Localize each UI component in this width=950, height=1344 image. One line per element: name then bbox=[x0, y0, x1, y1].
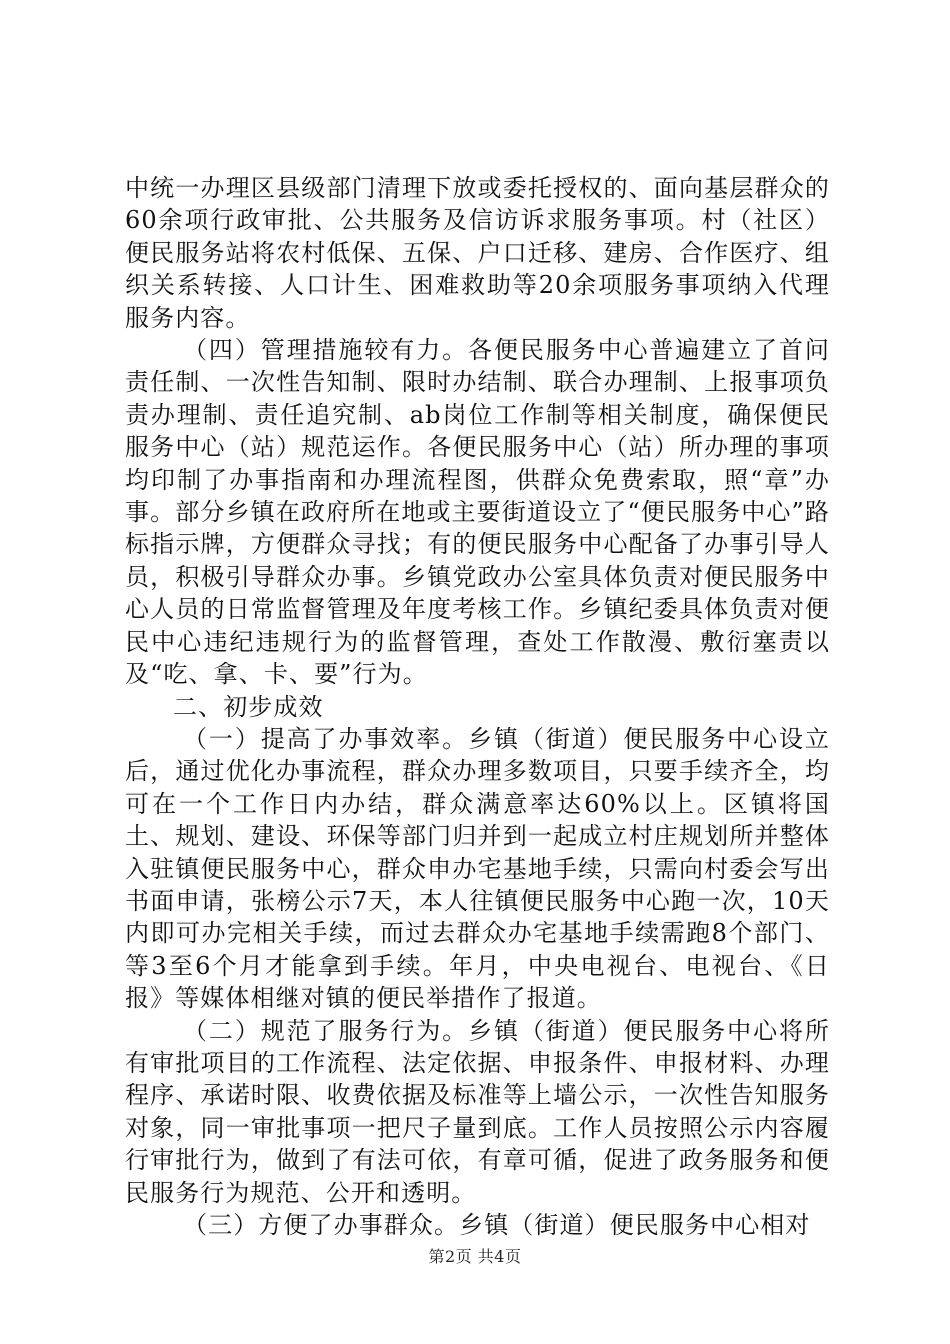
page-number-footer: 第2页 共4页 bbox=[428, 1247, 522, 1266]
paragraph-continuation: 中统一办理区县级部门清理下放或委托授权的、面向基层群众的60余项行政审批、公共服务及信访诉求服务事项。村（社区）便民服务站将农村低保、五保、户口迁移、建房、合作医疗、组织关系转接、人口计生、困难救助等20余项服务事项纳入代理服务内容。 bbox=[125, 174, 830, 332]
section-heading-initial-results: 二、初步成效 bbox=[173, 692, 324, 721]
paragraph-service-behavior: （二）规范了服务行为。乡镇（街道）便民服务中心将所有审批项目的工作流程、法定依据、申报条件、申报材料、办理程序、承诺时限、收费依据及标准等上墙公示，一次性告知服务对象，同一审批事项一把尺子量到底。工作人员按照公示内容履行审批行为，做到了有法可依，有章可循，促进了政务服务和便民服务行为规范、公开和透明。 bbox=[125, 1016, 830, 1207]
document-body bbox=[125, 172, 830, 1241]
paragraph-management-measures: （四）管理措施较有力。各便民服务中心普遍建立了首问责任制、一次性告知制、限时办结制、联合办理制、上报事项负责办理制、责任追究制、ab岗位工作制等相关制度，确保便民服务中心（站）规范运作。各便民服务中心（站）所办理的事项均印制了办事指南和办理流程图，供群众免费索取，照“章”办事。部分乡镇在政府所在地或主要街道设立了“便民服务中心”路标指示牌，方便群众寻找；有的便民服务中心配备了办事引导人员，积极引导群众办事。乡镇党政办公室具体负责对便民服务中心人员的日常监督管理及年度考核工作。乡镇纪委具体负责对便民中心违纪违规行为的监督管理，查处工作散漫、敷衍塞责以及“吃、拿、卡、要”行为。 bbox=[125, 336, 830, 689]
paragraph-efficiency: （一）提高了办事效率。乡镇（街道）便民服务中心设立后，通过优化办事流程，群众办理多数项目，只要手续齐全，均可在一个工作日内办结，群众满意率达60%以上。区镇将国土、规划、建设、环保等部门归并到一起成立村庄规划所并整体入驻镇便民服务中心，群众申办宅基地手续，只需向村委会写出书面申请，张榜公示7天，本人往镇便民服务中心跑一次，10天内即可办完相关手续，而过去群众办宅基地手续需跑8个部门、等3至6个月才能拿到手续。年月，中央电视台、电视台、《日报》等媒体相继对镇的便民举措作了报道。 bbox=[125, 724, 830, 1013]
paragraph-convenience: （三）方便了办事群众。乡镇（街道）便民服务中心相对 bbox=[183, 1211, 811, 1239]
